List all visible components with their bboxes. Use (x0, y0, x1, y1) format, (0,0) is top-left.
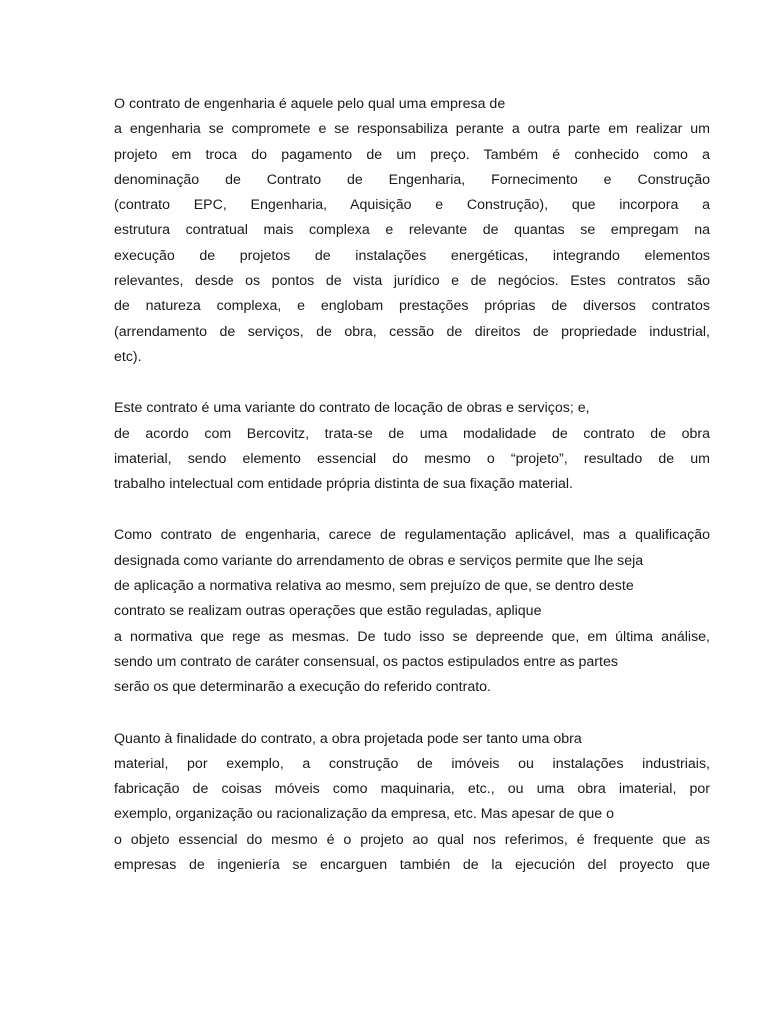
document-page (114, 92, 710, 904)
text-line: sendo um contrato de caráter consensual, os pactos estipulados entre as partes (114, 653, 618, 670)
text-line: etc). (114, 348, 142, 365)
text-line: Como contrato de engenharia, carece de regulamentação aplicável, mas a qualificação (114, 527, 710, 544)
text-line: designada como variante do arrendamento de obras e serviços permite que lhe seja (114, 552, 644, 569)
text-line: (arrendamento de serviços, de obra, cessão de direitos de propriedade industrial, (114, 323, 710, 340)
text-line: Este contrato é uma variante do contrato de locação de obras e serviços; e, (114, 400, 590, 417)
text-line: denominação de Contrato de Engenharia, Fornecimento e Construção (114, 171, 710, 188)
text-line: serão os que determinarão a execução do referido contrato. (114, 679, 491, 696)
text-line: fabricação de coisas móveis como maquinaria, etc., ou uma obra imaterial, por (114, 781, 710, 798)
text-line: estrutura contratual mais complexa e relevante de quantas se empregam na (114, 222, 710, 239)
text-line: material, por exemplo, a construção de imóveis ou instalações industriais, (114, 755, 710, 772)
paragraph-2 (114, 396, 710, 497)
text-line: O contrato de engenharia é aquele pelo qual uma empresa de (114, 96, 506, 112)
text-line: imaterial, sendo elemento essencial do mesmo o “projeto”, resultado de um (114, 450, 710, 467)
paragraph-1 (114, 92, 710, 370)
text-line: projeto em troca do pagamento de um preço. Também é conhecido como a (114, 146, 710, 163)
text-line: empresas de ingeniería se encarguen también de la ejecución del proyecto que (114, 857, 710, 874)
text-line: o objeto essencial do mesmo é o projeto ao qual nos referimos, é frequente que as (114, 831, 710, 848)
text-line: (contrato EPC, Engenharia, Aquisição e Construção), que incorpora a (114, 197, 710, 214)
text-line: Quanto à finalidade do contrato, a obra projetada pode ser tanto uma obra (114, 730, 582, 747)
text-line: de aplicação a normativa relativa ao mesmo, sem prejuízo de que, se dentro deste (114, 578, 634, 595)
text-line: de natureza complexa, e englobam prestações próprias de diversos contratos (114, 298, 710, 315)
text-line: trabalho intelectual com entidade própria distinta de sua fixação material. (114, 476, 573, 493)
text-line: a normativa que rege as mesmas. De tudo isso se depreende que, em última análise, (114, 628, 710, 645)
text-line: exemplo, organização ou racionalização da empresa, etc. Mas apesar de que o (114, 806, 615, 823)
text-line: contrato se realizam outras operações que estão reguladas, aplique (114, 603, 542, 620)
text-line: execução de projetos de instalações energéticas, integrando elementos (114, 247, 710, 264)
paragraph-4 (114, 727, 710, 879)
text-line: relevantes, desde os pontos de vista jurídico e de negócios. Estes contratos são (114, 273, 710, 290)
text-line: a engenharia se compromete e se responsabiliza perante a outra parte em realizar um (114, 121, 710, 138)
text-line: de acordo com Bercovitz, trata-se de uma modalidade de contrato de obra (114, 425, 710, 442)
paragraph-3 (114, 523, 710, 700)
